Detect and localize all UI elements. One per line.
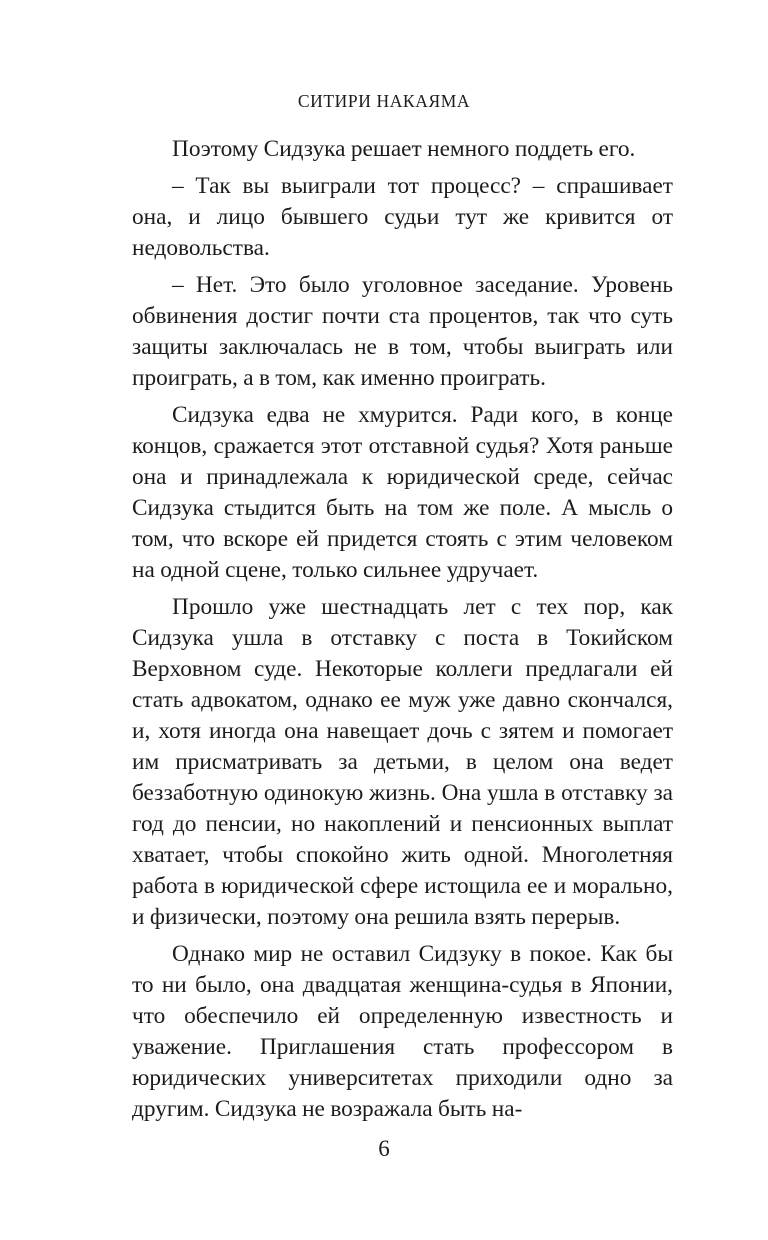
body-text: [132, 134, 673, 1125]
page-number: 6: [378, 1136, 390, 1161]
paragraph-4: Сидзука едва не хмурится. Ради кого, в конце концов, сражается этот отставной судья? Хотя раньше она и принадлежала к юридической среде, сейчас Сидзука стыдится быть на том же поле. А мысль о том, что вскоре ей придется стоять с этим человеком на одной сцене, только сильнее удручает.: [132, 402, 673, 583]
paragraph-3: – Нет. Это было уголовное заседание. Уровень обвинения достиг почти ста процентов, так что суть защиты заключалась не в том, чтобы выиграть или проиграть, а в том, как именно проиграть.: [132, 272, 673, 391]
paragraph-1: Поэтому Сидзука решает немного поддеть его.: [172, 136, 636, 162]
paragraph-5: Прошло уже шестнадцать лет с тех пор, как Сидзука ушла в отставку с поста в Токийском Верховном суде. Некоторые коллеги предлагали ей стать адвокатом, однако ее муж уже давно скончался, и, хотя иногда она навещает дочь с зятем и помогает им присматривать за детьми, в целом она ведет беззаботную одинокую жизнь. Она ушла в отставку за год до пенсии, но накоплений и пенсионных выплат хватает, чтобы спокойно жить одной. Многолетняя работа в юридической сфере истощила ее и морально, и физически, поэтому она решила взять перерыв.: [132, 594, 673, 930]
paragraph-2: – Так вы выиграли тот процесс? – спрашивает она, и лицо бывшего судьи тут же кривится от недовольства.: [132, 173, 673, 261]
paragraph-6: Однако мир не оставил Сидзуку в покое. Как бы то ни было, она двадцатая женщина-судья в Японии, что обеспечило ей определенную известность и уважение. Приглашения стать профессором в юридических университетах приходили одно за другим. Сидзука не возражала быть на-: [132, 941, 673, 1122]
running-header: СИТИРИ НАКАЯМА: [297, 91, 471, 111]
